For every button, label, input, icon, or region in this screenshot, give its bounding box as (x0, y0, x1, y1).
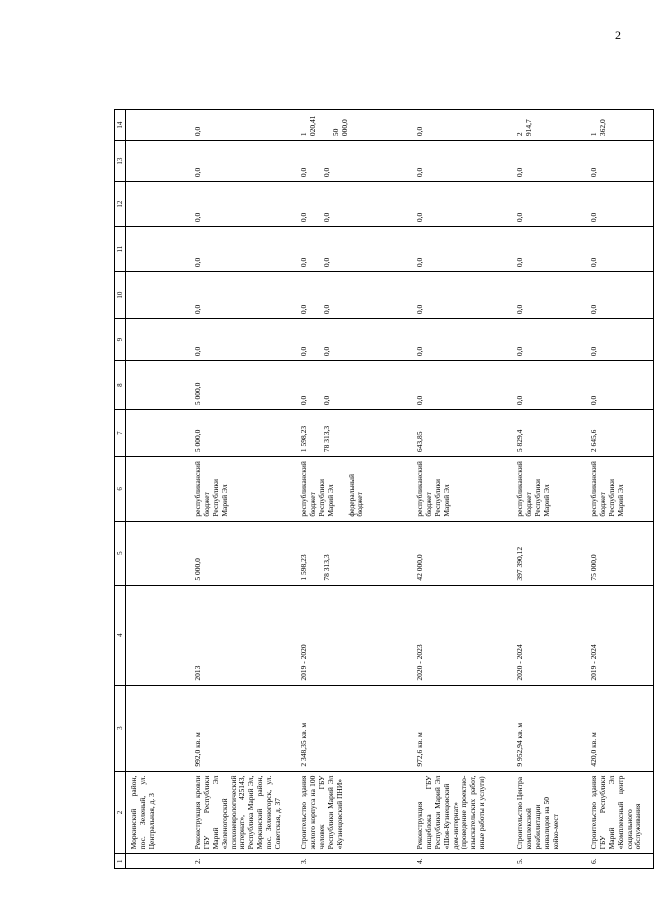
value-cell: 0,0 0,0 (297, 319, 413, 361)
object-cell: Реконструкция пищеблока ГБУ Республики Марий Эл «Шоя-Кузнецовский дом-интернат» (проведение проектно-изыскательских работ, иные работы и услуги) (413, 771, 513, 854)
period-cell: 2013 (191, 585, 297, 685)
value-cell: 0,0 (587, 141, 654, 182)
value-cell: 0,0 (587, 182, 654, 227)
capacity-cell: 972,6 кв. м (413, 685, 513, 771)
cost-regional: 1 598,23 (299, 554, 309, 581)
header-cell: 11 (115, 227, 126, 272)
table-row (513, 110, 587, 869)
value-cell: 1 362,0 (587, 110, 654, 141)
row-number: 2. (191, 854, 297, 869)
object-cell: Строительство здания ГБУ Республики Марий Эл «Комплексный центр социального обслуживания (587, 771, 654, 854)
value-cell: 0,0 (413, 227, 513, 272)
capacity-cell: 9 952,94 кв. м (513, 685, 587, 771)
object-cell: Реконструкция кровли ГБУ Республики Марий Эл «Зеленогорский психоневрологический интернат», 425143, Республика Марий Эл, Моркинский район, пос. Зеленогорск, ул. Советская, д. 37 (191, 771, 297, 854)
cost-cell: 42 000,0 (413, 521, 513, 585)
row-number: 6. (587, 854, 654, 869)
value-cell: 0,0 0,0 (297, 227, 413, 272)
header-cell: 12 (115, 182, 126, 227)
value-cell: 0,0 (191, 110, 297, 141)
source-federal: федеральный бюджет (346, 474, 365, 517)
value-cell: 0,0 (587, 319, 654, 361)
value-cell: 2 914,7 (513, 110, 587, 141)
value-cell: 0,0 (587, 227, 654, 272)
value-cell: 0,0 0,0 (297, 361, 413, 410)
period-cell: 2020 - 2024 (513, 585, 587, 685)
table-row (587, 110, 654, 869)
object-cell: Строительство Центра комплексной реабилитации инвалидов на 50 койко-мест (513, 771, 587, 854)
header-cell: 8 (115, 361, 126, 410)
value-cell: 0,0 (513, 361, 587, 410)
header-cell: 6 (115, 457, 126, 522)
value-cell: 5 000,0 (191, 410, 297, 457)
value-cell: 0,0 (191, 182, 297, 227)
cost-cell: 75 000,0 (587, 521, 654, 585)
value-cell: 0,0 (513, 141, 587, 182)
value-cell: 0,0 (413, 141, 513, 182)
header-cell: 2 (115, 771, 126, 854)
value-cell: 0,0 (191, 319, 297, 361)
capacity-cell: 992,0 кв. м (191, 685, 297, 771)
period-cell: 2019 - 2020 (297, 585, 413, 685)
value-cell: 5 000,0 (191, 361, 297, 410)
value-cell: 0,0 (513, 227, 587, 272)
value-cell: 0,0 (191, 272, 297, 319)
value-cell: 0,0 0,0 (297, 141, 413, 182)
table-row-continuation (126, 110, 192, 869)
cost-cell (297, 521, 413, 585)
budget-table (114, 109, 654, 869)
period-cell: 2020 - 2023 (413, 585, 513, 685)
table-row (297, 110, 413, 869)
value-cell: 1 020,41 50 000,0 (297, 110, 413, 141)
page-number: 2 (615, 28, 621, 42)
source-regional: республиканский бюджет Республики Марий Эл (299, 461, 335, 517)
header-cell: 3 (115, 685, 126, 771)
row-number: 3. (297, 854, 413, 869)
value-cell: 0,0 (413, 272, 513, 319)
source-cell: республиканский бюджет Республики Марий Эл (587, 457, 654, 522)
header-cell: 7 (115, 410, 126, 457)
cost-cell: 397 390,12 (513, 521, 587, 585)
header-cell: 10 (115, 272, 126, 319)
header-cell: 14 (115, 110, 126, 141)
value-cell: 0,0 (413, 319, 513, 361)
header-cell: 9 (115, 319, 126, 361)
value-cell: 0,0 (413, 110, 513, 141)
header-cell: 5 (115, 521, 126, 585)
object-cell: Строительство здания жилого корпуса на 100 человек ГБУ Республики Марий Эл «Кузнецовский ПНИ» (297, 771, 413, 854)
value-cell: 0,0 (413, 182, 513, 227)
header-cell: 1 (115, 854, 126, 869)
source-cell: республиканский бюджет Республики Марий Эл (513, 457, 587, 522)
object-cell: Моркинский район, пос. Зеленый, ул. Центральная, д. 3 (126, 771, 192, 854)
value-cell: 0,0 (513, 272, 587, 319)
period-cell: 2019 - 2024 (587, 585, 654, 685)
source-cell (297, 457, 413, 522)
value-cell: 2 645,6 (587, 410, 654, 457)
header-cell: 4 (115, 585, 126, 685)
row-number: 4. (413, 854, 513, 869)
value-cell: 0,0 0,0 (297, 272, 413, 319)
value-cell: 0,0 (513, 182, 587, 227)
value-cell: 1 598,23 78 313,3 (297, 410, 413, 457)
value-cell: 0,0 (413, 361, 513, 410)
capacity-cell: 2 348,35 кв. м (297, 685, 413, 771)
cost-federal: 78 313,3 (322, 554, 332, 581)
value-cell: 0,0 0,0 (297, 182, 413, 227)
value-cell: 0,0 (513, 319, 587, 361)
value-cell: 0,0 (191, 141, 297, 182)
value-cell: 643,85 (413, 410, 513, 457)
header-cell: 13 (115, 141, 126, 182)
value-cell: 0,0 (587, 361, 654, 410)
row-number: 5. (513, 854, 587, 869)
header-row (115, 110, 126, 869)
value-cell: 0,0 (191, 227, 297, 272)
value-cell: 5 829,4 (513, 410, 587, 457)
table-row (191, 110, 297, 869)
source-cell: республиканский бюджет Республики Марий Эл (191, 457, 297, 522)
value-cell: 0,0 (587, 272, 654, 319)
table-row (413, 110, 513, 869)
capacity-cell: 420,0 кв. м (587, 685, 654, 771)
source-cell: республиканский бюджет Республики Марий Эл (413, 457, 513, 522)
cost-cell: 5 000,0 (191, 521, 297, 585)
